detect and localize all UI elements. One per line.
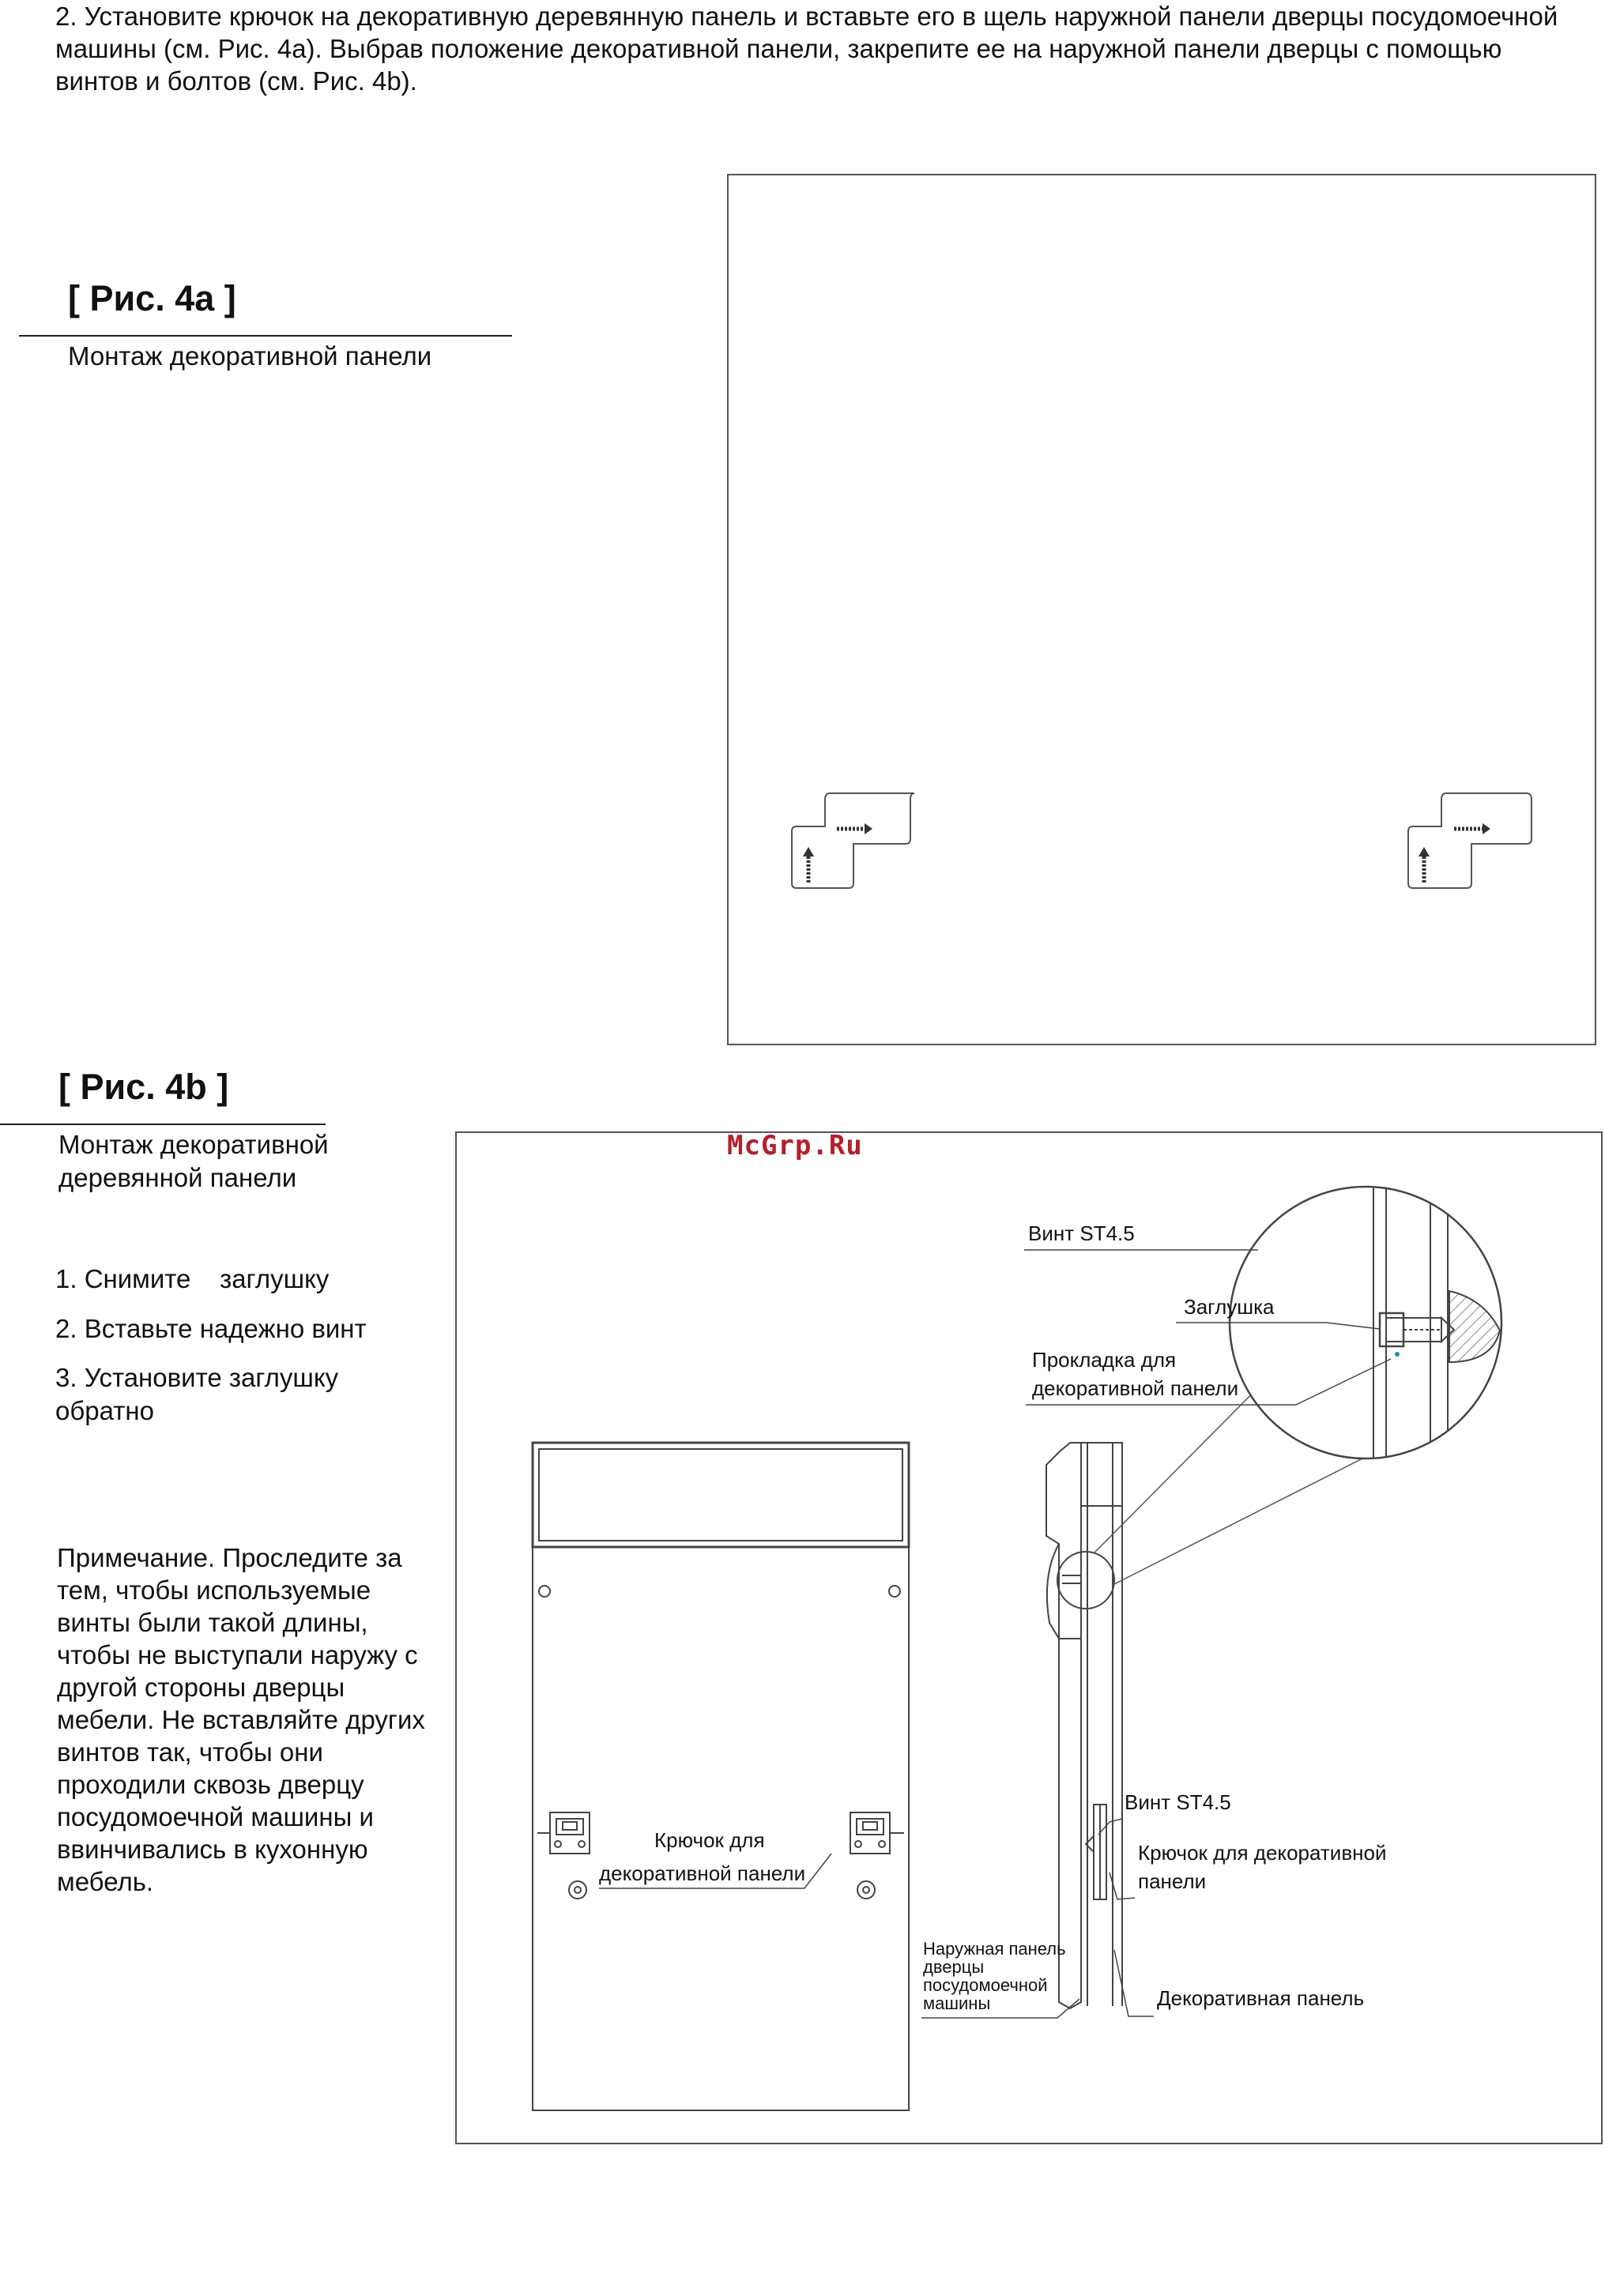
note-line: чтобы не выступали наружу с: [57, 1640, 418, 1669]
label-hook-side-line-1: Крючок для декоративной: [1138, 1841, 1387, 1865]
label-gasket-line-2: декоративной панели: [1032, 1376, 1239, 1400]
front-view-panel: [533, 1443, 909, 2110]
note-line: Примечание. Проследите за: [57, 1543, 402, 1572]
note-line: винтов так, чтобы они: [57, 1737, 323, 1767]
label-plug: Заглушка: [1184, 1295, 1275, 1319]
note-line: проходили сквозь дверцу: [57, 1770, 364, 1799]
fig4a-title: [ Рис. 4а ]: [68, 278, 236, 318]
fig4b-caption-line-1: Монтаж декоративной: [58, 1130, 329, 1159]
detail-connector-bottom: [1113, 1457, 1366, 1585]
label-gasket-line-1: Прокладка для: [1032, 1348, 1177, 1372]
intro-paragraph: 2. Установите крючок на декоративную деревянную панель и вставьте его в щель наружной панели дверцы посудомоечной машины (см. Рис. 4а). Выбрав положение декоративной панели, закрепите ее на наружной панели дверцы с помощью винтов и болтов (см. Рис. 4b).: [55, 2, 1558, 96]
fig4a-frame: [727, 174, 1596, 1045]
hook-bracket-right: [1408, 793, 1532, 888]
label-outer-line-2: дверцы: [923, 1957, 985, 1977]
note-block: [57, 1541, 468, 1898]
step-3-cont: обратно: [55, 1396, 154, 1425]
note-line: посудомоечной машины и: [57, 1802, 374, 1831]
fig4a-caption: Монтаж декоративной панели: [68, 341, 432, 371]
note-line: ввинчивались в кухонную: [57, 1835, 368, 1864]
label-screw-top: Винт ST4.5: [1028, 1221, 1135, 1245]
side-view-door: [1046, 1443, 1122, 2008]
label-decor-panel: Декоративная панель: [1157, 1986, 1365, 2010]
fig4a-title-rule: [19, 335, 512, 337]
note-line: мебель.: [57, 1867, 154, 1896]
label-outer-line-4: машины: [923, 1993, 991, 2013]
label-hook-line-1: Крючок для: [654, 1828, 765, 1852]
leader-screw-side: [1098, 1819, 1122, 1835]
label-screw-side: Винт ST4.5: [1125, 1790, 1231, 1814]
watermark-logo: McGrp.Ru: [727, 1130, 863, 1161]
label-outer-line-3: посудомоечной: [923, 1975, 1048, 1995]
note-line: мебели. Не вставляйте других: [57, 1705, 425, 1734]
step-2: 2. Вставьте надежно винт: [55, 1314, 367, 1343]
note-line: винты были такой длины,: [57, 1608, 368, 1637]
note-line: тем, чтобы используемые: [57, 1575, 371, 1605]
label-hook-line-2: декоративной панели: [599, 1861, 806, 1885]
detail-marker-circle: [1057, 1552, 1114, 1609]
note-line: другой стороны дверцы: [57, 1673, 345, 1702]
fig4b-title-rule: [0, 1124, 326, 1125]
fig4b-frame: [455, 1131, 1603, 2144]
step-3: 3. Установите заглушку: [55, 1363, 339, 1392]
hook-plate-left: [537, 1812, 590, 1854]
hook-bracket-left: [792, 793, 914, 888]
leader-decor-panel: [1114, 1950, 1154, 2016]
hook-plate-right: [850, 1812, 904, 1854]
fig4b-caption-line-2: деревянной панели: [58, 1163, 297, 1192]
label-hook-side-line-2: панели: [1138, 1869, 1207, 1893]
fig4b-drawing: [457, 1133, 1604, 2146]
fig4b-title: [ Рис. 4b ]: [58, 1067, 229, 1107]
step-1: 1. Снимите заглушку: [55, 1264, 330, 1293]
label-outer-line-1: Наружная панель: [923, 1939, 1066, 1959]
gasket-dot: [1395, 1352, 1400, 1357]
fig4a-drawing: [729, 175, 1598, 1047]
